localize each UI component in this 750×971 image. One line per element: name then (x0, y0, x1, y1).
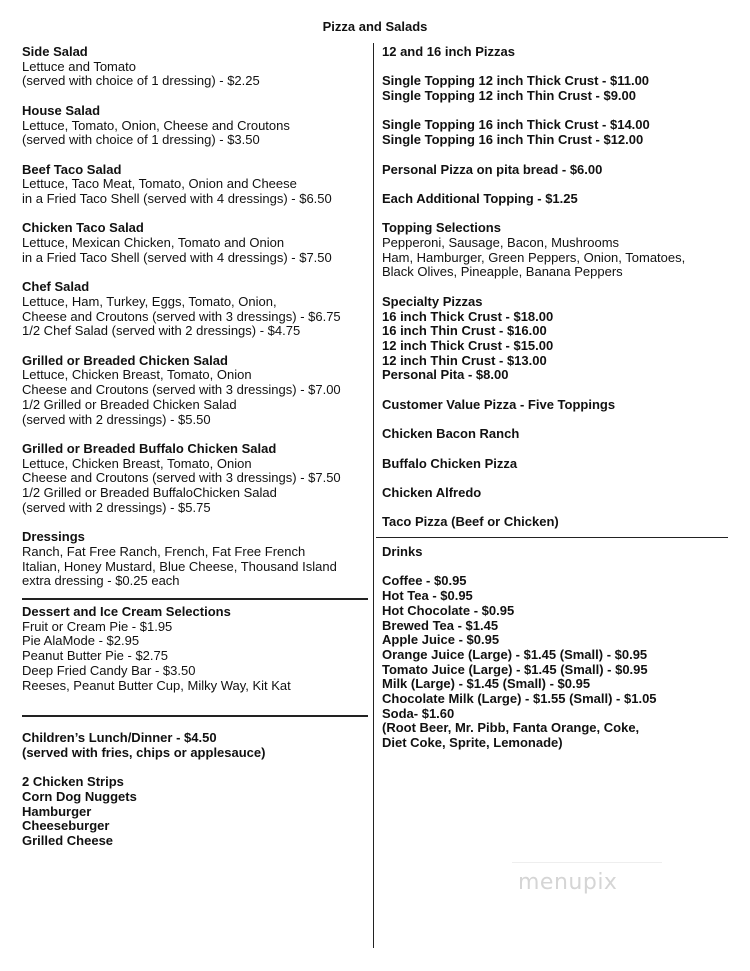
drink-line: Soda- $1.60 (382, 705, 455, 721)
drink-line: Orange Juice (Large) - $1.45 (Small) - $0.95 (382, 646, 648, 662)
salad-item (22, 104, 362, 148)
salad-item (22, 530, 362, 589)
toppings-line: Pepperoni, Sausage, Bacon, Mushrooms (382, 235, 620, 251)
specialty-price-line: Personal Pita - $8.00 (382, 367, 509, 383)
salad-description-line: (served with choice of 1 dressing) - $3.50 (22, 132, 260, 148)
children-item: Hamburger (22, 803, 92, 819)
drink-line: Diet Coke, Sprite, Lemonade) (382, 735, 563, 751)
toppings-section (382, 221, 728, 280)
salad-name: Grilled or Breaded Chicken Salad (22, 352, 228, 368)
salad-description-line: Lettuce and Tomato (22, 58, 136, 74)
salad-item (22, 442, 362, 516)
salad-description-line: Lettuce, Chicken Breast, Tomato, Onion (22, 455, 252, 471)
children-item: Corn Dog Nuggets (22, 788, 137, 804)
salad-description-line: Cheese and Croutons (served with 3 dressings) - $7.50 (22, 470, 341, 486)
salad-description-line: Lettuce, Ham, Turkey, Eggs, Tomato, Onion, (22, 293, 277, 309)
salad-description-line: (served with 2 dressings) - $5.50 (22, 411, 211, 427)
salad-description-line: Lettuce, Chicken Breast, Tomato, Onion (22, 367, 252, 383)
specialty-pizza-name: Buffalo Chicken Pizza (382, 455, 518, 471)
salad-description-line: (served with 2 dressings) - $5.75 (22, 499, 211, 515)
menupix-watermark (512, 862, 662, 910)
children-heading: Children’s Lunch/Dinner - $4.50 (22, 730, 217, 745)
salad-item (22, 280, 362, 339)
salad-description-line: in a Fried Taco Shell (served with 4 dressings) - $6.50 (22, 191, 332, 206)
pizza-price-line: Single Topping 12 inch Thick Crust - $11.00 (382, 73, 650, 89)
drinks-section (382, 545, 657, 751)
column-divider (373, 43, 374, 948)
salad-description-line: Cheese and Croutons (served with 3 dressings) - $6.75 (22, 308, 341, 324)
watermark-logo: menupix (518, 870, 618, 895)
salad-name: Dressings (22, 529, 85, 545)
children-item: Grilled Cheese (22, 832, 114, 848)
salads-section (22, 45, 362, 589)
salad-description-line: extra dressing - $0.25 each (22, 573, 180, 589)
salad-description-line: in a Fried Taco Shell (served with 4 dressings) - $7.50 (22, 249, 332, 265)
salad-item (22, 354, 362, 428)
toppings-line: Black Olives, Pineapple, Banana Peppers (382, 264, 623, 280)
drink-line: Brewed Tea - $1.45 (382, 617, 499, 633)
children-subheading: (served with fries, chips or applesauce) (22, 744, 266, 760)
salad-description-line: Lettuce, Taco Meat, Tomato, Onion and Cheese (22, 176, 297, 192)
toppings-line: Ham, Hamburger, Green Peppers, Onion, Tomatoes, (382, 249, 686, 265)
specialty-price-line: 12 inch Thin Crust - $13.00 (382, 352, 547, 368)
dessert-heading: Dessert and Ice Cream Selections (22, 604, 231, 619)
drink-line: Tomato Juice (Large) - $1.45 (Small) - $0.95 (382, 661, 648, 677)
salad-name: Grilled or Breaded Buffalo Chicken Salad (22, 440, 277, 456)
drink-line: (Root Beer, Mr. Pibb, Fanta Orange, Coke, (382, 720, 640, 736)
dessert-line: Fruit or Cream Pie - $1.95 (22, 618, 173, 634)
salad-description-line: Lettuce, Tomato, Onion, Cheese and Croutons (22, 117, 290, 133)
salad-description-line: 1/2 Grilled or Breaded BuffaloChicken Salad (22, 485, 277, 500)
salad-description-line: Cheese and Croutons (served with 3 dressings) - $7.00 (22, 382, 341, 398)
toppings-heading: Topping Selections (382, 220, 501, 236)
children-item: 2 Chicken Strips (22, 774, 124, 790)
salad-description-line: Lettuce, Mexican Chicken, Tomato and Onion (22, 235, 285, 251)
additional-topping-line: Each Additional Topping - $1.25 (382, 190, 578, 206)
dessert-children-divider (22, 715, 368, 717)
salad-description-line: Italian, Honey Mustard, Blue Cheese, Thousand Island (22, 558, 337, 574)
drink-line: Hot Tea - $0.95 (382, 588, 473, 604)
specialty-pizza-name: Taco Pizza (Beef or Chicken) (382, 514, 559, 530)
salad-description-line: (served with choice of 1 dressing) - $2.25 (22, 73, 260, 89)
drink-line: Apple Juice - $0.95 (382, 632, 500, 648)
children-section (22, 731, 265, 849)
specialty-price-line: 12 inch Thick Crust - $15.00 (382, 337, 554, 353)
dessert-line: Deep Fried Candy Bar - $3.50 (22, 662, 196, 678)
dessert-section (22, 605, 291, 693)
watermark-rule (512, 862, 662, 863)
pizza-price-line: Single Topping 12 inch Thin Crust - $9.00 (382, 88, 637, 104)
dessert-line: Pie AlaMode - $2.95 (22, 633, 140, 649)
pizza-price-line: Single Topping 16 inch Thin Crust - $12.00 (382, 132, 644, 148)
dessert-line: Reeses, Peanut Butter Cup, Milky Way, Kit Kat (22, 677, 291, 693)
specialty-pizza-name: Customer Value Pizza - Five Toppings (382, 396, 616, 412)
specialty-heading: Specialty Pizzas (382, 293, 483, 309)
specialty-pizza-name: Chicken Bacon Ranch (382, 426, 520, 442)
page-title: Pizza and Salads (322, 19, 428, 34)
drink-line: Coffee - $0.95 (382, 573, 467, 589)
salad-item (22, 221, 362, 265)
drink-line: Hot Chocolate - $0.95 (382, 602, 515, 618)
salad-description-line: 1/2 Grilled or Breaded Chicken Salad (22, 396, 237, 412)
specialty-price-line: 16 inch Thick Crust - $18.00 (382, 308, 554, 324)
pizza-price-line: Single Topping 16 inch Thick Crust - $14.00 (382, 117, 650, 133)
specialty-pizza-name: Chicken Alfredo (382, 484, 482, 500)
specialty-price-line: 16 inch Thin Crust - $16.00 (382, 323, 547, 339)
salad-description-line: Ranch, Fat Free Ranch, French, Fat Free French (22, 543, 306, 559)
dessert-line: Peanut Butter Pie - $2.75 (22, 648, 168, 664)
salad-item (22, 163, 362, 207)
children-item: Cheeseburger (22, 818, 110, 834)
drinks-heading: Drinks (382, 544, 423, 559)
personal-pizza-line: Personal Pizza on pita bread - $6.00 (382, 161, 603, 177)
left-column (22, 44, 362, 848)
pizza-heading: 12 and 16 inch Pizzas (382, 44, 515, 59)
salad-name: Beef Taco Salad (22, 161, 122, 177)
drink-line: Chocolate Milk (Large) - $1.55 (Small) - $1.05 (382, 691, 657, 707)
drink-line: Milk (Large) - $1.45 (Small) - $0.95 (382, 676, 591, 692)
salad-name: Chef Salad (22, 279, 90, 295)
salad-item (22, 45, 362, 89)
specialty-section (382, 295, 728, 383)
salad-name: Chicken Taco Salad (22, 220, 144, 236)
salad-name: Side Salad (22, 44, 88, 59)
salad-name: House Salad (22, 102, 101, 118)
right-column (382, 44, 728, 751)
salad-description-line: 1/2 Chef Salad (served with 2 dressings) - $4.75 (22, 323, 301, 339)
